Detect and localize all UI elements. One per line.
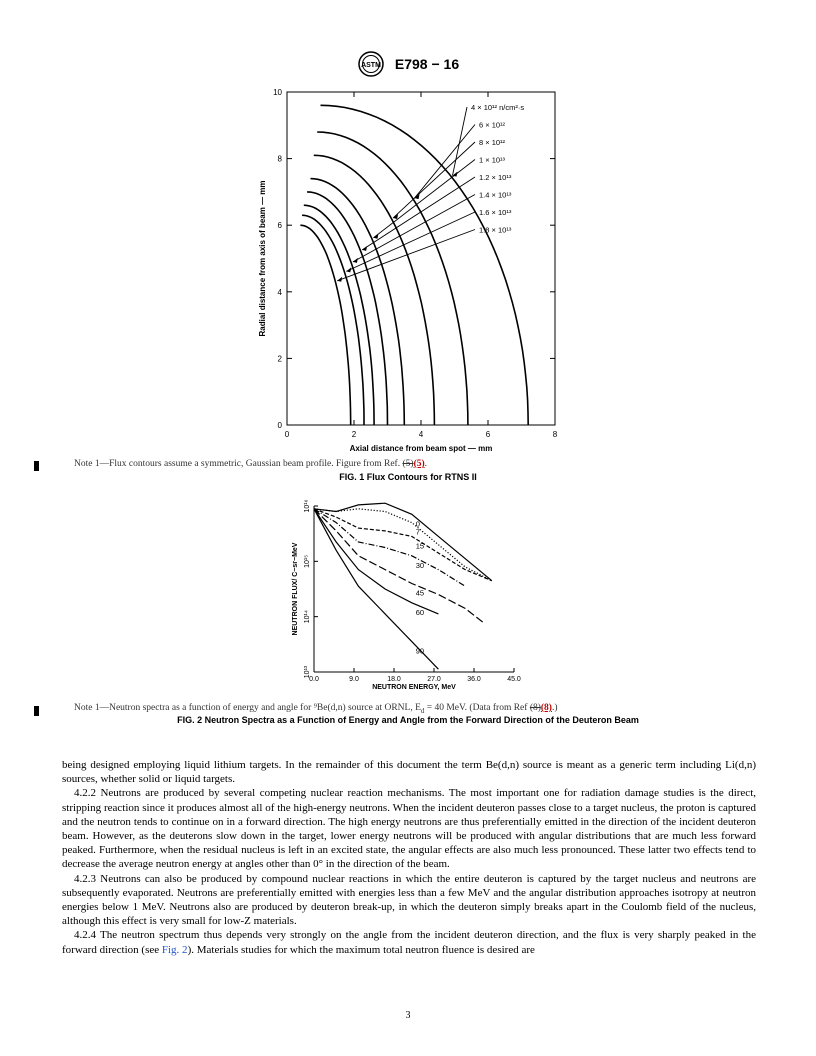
paragraph-4-2-4 bbox=[62, 928, 756, 956]
note-prefix: Note 1— bbox=[74, 703, 110, 713]
contour-label: 1.8 × 10¹³ bbox=[479, 225, 512, 235]
x-tick-label: 4 bbox=[418, 430, 424, 439]
x-tick-label: 2 bbox=[351, 430, 357, 439]
contour-label: 1.4 × 10¹³ bbox=[479, 190, 512, 200]
figure-1-chart bbox=[250, 82, 580, 458]
angle-label: 15 bbox=[415, 541, 425, 551]
note-end: . bbox=[424, 459, 428, 469]
contour-label: 8 × 10¹² bbox=[479, 138, 506, 147]
page-number: 3 bbox=[405, 1010, 411, 1021]
x-tick-label: 9.0 bbox=[349, 676, 359, 683]
astm-logo-icon bbox=[357, 50, 385, 78]
angle-label: 90 bbox=[415, 646, 425, 656]
page-header bbox=[0, 50, 816, 78]
figure-1-note bbox=[74, 459, 427, 469]
paragraph-text: ). Materials studies for which the maximum total neutron fluence is desired are bbox=[187, 943, 535, 956]
y-tick-label: 0 bbox=[277, 421, 282, 430]
inserted-reference[interactable]: (8) bbox=[540, 703, 552, 713]
y-tick-label: 10¹⁶ bbox=[304, 499, 311, 513]
y-tick-label: 10¹³ bbox=[304, 665, 311, 679]
x-tick-label: 0.0 bbox=[309, 676, 319, 683]
figure-2-note bbox=[74, 703, 558, 715]
arrow-head-icon bbox=[393, 214, 398, 219]
y-axis-label: NEUTRON FLUX/ C−sr−MeV bbox=[292, 542, 299, 636]
arrow-head-icon bbox=[373, 234, 378, 239]
angle-label: 30 bbox=[415, 560, 425, 570]
y-tick-label: 10¹⁴ bbox=[304, 610, 311, 624]
label-leader bbox=[373, 160, 475, 238]
x-tick-label: 0 bbox=[284, 430, 290, 439]
angle-label: 7 bbox=[415, 527, 420, 537]
y-tick-label: 10¹⁵ bbox=[304, 554, 311, 568]
angle-label: 60 bbox=[415, 607, 425, 617]
svg-text:ASTM: ASTM bbox=[360, 62, 381, 69]
flux-contour bbox=[317, 132, 468, 425]
arrow-head-icon bbox=[362, 246, 367, 251]
flux-contour bbox=[300, 225, 350, 425]
figure-1-caption: FIG. 1 Flux Contours for RTNS II bbox=[339, 472, 477, 482]
contour-label: 4 × 10¹² n/cm²·s bbox=[471, 103, 525, 112]
x-tick-label: 18.0 bbox=[387, 676, 401, 683]
change-bar bbox=[34, 461, 39, 471]
paragraph: being designed employing liquid lithium targets. In the remainder of this document the term Be(d,n) source is meant as a generic term including Li(d,n) sources, whether solid or liquid targets. bbox=[62, 759, 756, 786]
x-tick-label: 45.0 bbox=[507, 676, 521, 683]
deleted-reference: (8) bbox=[529, 703, 541, 713]
x-tick-label: 6 bbox=[485, 430, 491, 439]
y-tick-label: 4 bbox=[277, 287, 282, 297]
contour-label: 1.6 × 10¹³ bbox=[479, 208, 512, 217]
inserted-reference[interactable]: (5) bbox=[413, 459, 425, 469]
deleted-reference: (5) bbox=[402, 459, 414, 469]
paragraph-4-2-2: 4.2.2 Neutrons are produced by several competing nuclear reaction mechanisms. The most important one for radiation damage studies is the direct, stripping reaction since it produces almost all of the high-energy neutrons. When the incident deuteron passes close to a target nucleus, the proton is captured and the neutron tends to continue on in a forward direction. The high energy neutrons are thus preferentially emitted in the direction of the incident deuteron beam. However, as the deuterons slow down in the target, lower energy neutrons will be produced with angular distributions that are much less forward peaked. Furthermore, when the residual nucleus is left in an excited state, the angular effects are also much less pronounced. These latter two effects tend to decrease the average neutron energy at angles other than 0° in the direction of the beam. bbox=[62, 787, 756, 871]
y-tick-label: 8 bbox=[277, 154, 282, 164]
flux-contour bbox=[307, 192, 387, 425]
x-tick-label: 27.0 bbox=[427, 676, 441, 683]
paragraph-text: 4.2.4 The neutron spectrum thus depends very strongly on the angle from the incident deuteron direction, and the flux is very sharply peaked in the forward direction (see bbox=[62, 929, 756, 956]
note-prefix: Note 1— bbox=[74, 459, 110, 469]
label-leader bbox=[393, 142, 475, 218]
arrow-head-icon bbox=[346, 267, 351, 272]
figure-2-link[interactable]: Fig. 2 bbox=[161, 943, 188, 956]
x-axis-label: Axial distance from beam spot — mm bbox=[349, 444, 493, 453]
note-end: .) bbox=[551, 703, 558, 713]
plot-frame bbox=[287, 92, 555, 425]
contour-label: 1 × 10¹³ bbox=[479, 155, 506, 165]
y-tick-label: 6 bbox=[277, 221, 282, 231]
y-axis-label: Radial distance from axis of beam — mm bbox=[258, 180, 267, 337]
x-tick-label: 8 bbox=[552, 430, 558, 439]
angle-label: 45 bbox=[415, 588, 425, 598]
y-tick-label: 2 bbox=[277, 354, 282, 364]
note-text: Flux contours assume a symmetric, Gaussian beam profile. Figure from Ref. bbox=[109, 459, 403, 469]
flux-contour bbox=[302, 215, 364, 425]
label-leader bbox=[415, 125, 475, 199]
note-text-2: = 40 MeV. (Data from Ref bbox=[424, 703, 530, 713]
figure-2-chart bbox=[280, 498, 540, 696]
body-text bbox=[62, 758, 756, 957]
label-leader bbox=[452, 107, 467, 176]
spectrum-curve bbox=[314, 509, 465, 586]
document-designation: E798 − 16 bbox=[394, 56, 460, 72]
note-subscript: d bbox=[420, 706, 425, 715]
label-leader bbox=[362, 177, 475, 250]
arrow-head-icon bbox=[337, 277, 342, 282]
y-tick-label: 10 bbox=[273, 88, 282, 97]
x-axis-label: NEUTRON ENERGY, MeV bbox=[372, 684, 456, 691]
x-tick-label: 36.0 bbox=[467, 676, 481, 683]
contour-label: 1.2 × 10¹³ bbox=[479, 173, 512, 182]
angle-label: 0 bbox=[415, 519, 420, 529]
spectrum-curve bbox=[314, 509, 492, 581]
figure-2-caption: FIG. 2 Neutron Spectra as a Function of Energy and Angle from the Forward Direction of the Deuteron Beam bbox=[177, 715, 639, 725]
note-text: Neutron spectra as a function of energy and angle for ⁹Be(d,n) source at ORNL, E bbox=[109, 703, 421, 713]
label-leader bbox=[337, 230, 475, 281]
contour-label: 6 × 10¹² bbox=[479, 120, 506, 130]
paragraph-4-2-3: 4.2.3 Neutrons can also be produced by compound nuclear reactions in which the entire deuteron is captured by the target nucleus and neutrons are subsequently evaporated. Neutrons are preferentially emitted with energies less than a few MeV and the angular distribution approaches isotropy at neutron energies below 1 MeV. Neutrons also are produced by deuteron break-up, in which the deuteron simply breaks apart in the Coulomb field of the nucleus, although this effect is very small for low-Z materials. bbox=[62, 872, 756, 928]
arrow-head-icon bbox=[353, 258, 358, 263]
